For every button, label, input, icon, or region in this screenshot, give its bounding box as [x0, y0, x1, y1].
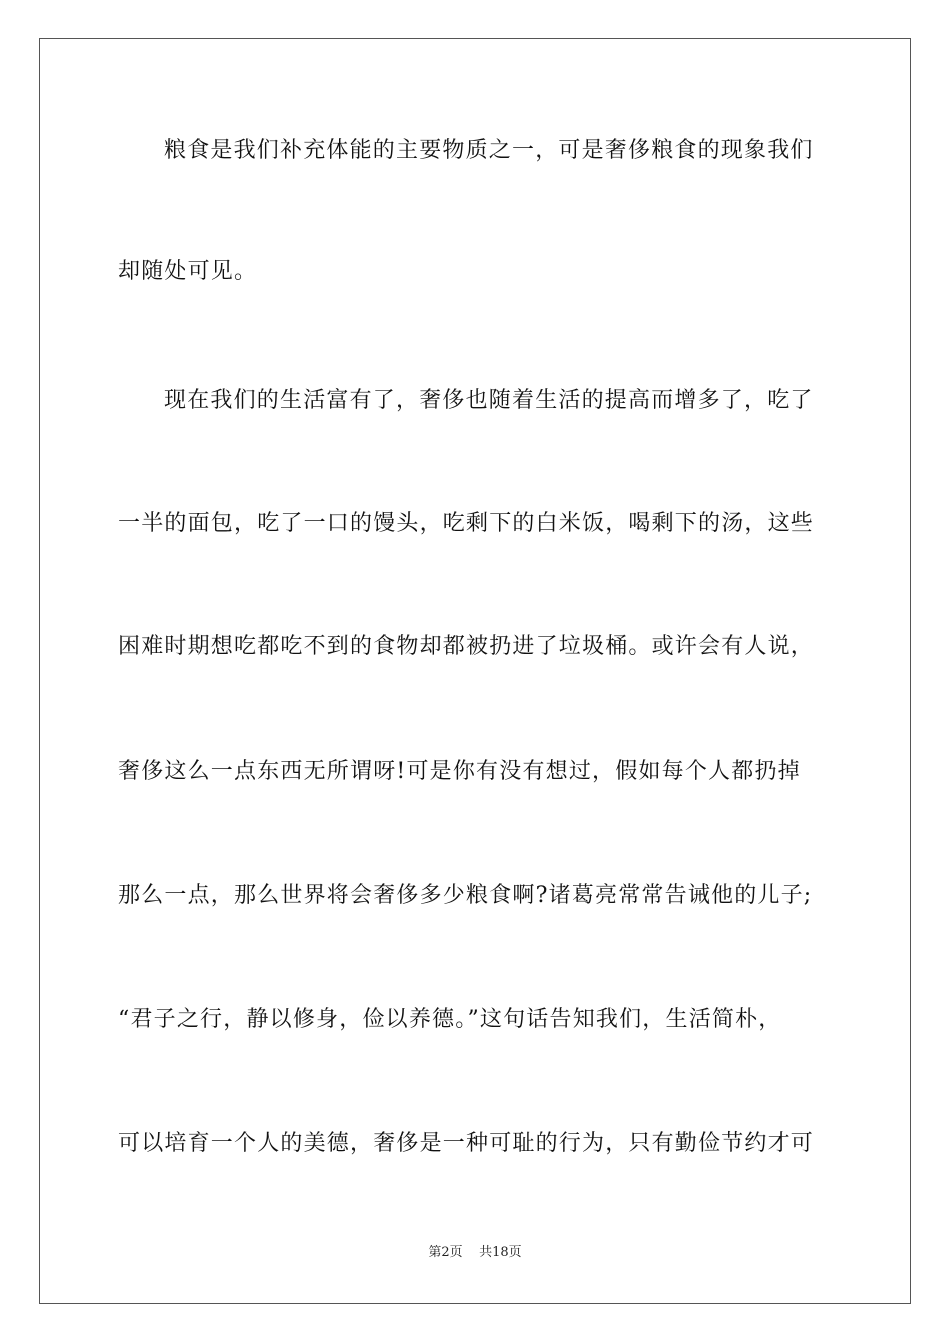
text-line-5: 困难时期想吃都吃不到的食物却都被扔进了垃圾桶。或许会有人说， [118, 634, 815, 659]
text-line-2: 却随处可见。 [118, 259, 258, 284]
text-line-7: 那么一点，那么世界将会奢侈多少粮食啊?诸葛亮常常告诫他的儿子; [118, 883, 813, 908]
text-line-8: “君子之行，静以修身，俭以养德。”这句话告知我们，生活简朴， [118, 1007, 782, 1032]
page-border [39, 38, 911, 1304]
text-line-6: 奢侈这么一点东西无所谓呀!可是你有没有想过，假如每个人都扔掉 [118, 759, 801, 784]
text-line-4: 一半的面包，吃了一口的馒头，吃剩下的白米饭，喝剩下的汤，这些 [118, 511, 815, 536]
page-number-footer: 第2页 共18页 [428, 1245, 522, 1260]
text-line-3: 现在我们的生活富有了，奢侈也随着生活的提高而增多了，吃了 [164, 388, 814, 413]
text-line-9: 可以培育一个人的美德，奢侈是一种可耻的行为，只有勤俭节约才可 [118, 1131, 815, 1156]
text-line-1: 粮食是我们补充体能的主要物质之一，可是奢侈粮食的现象我们 [164, 138, 814, 163]
